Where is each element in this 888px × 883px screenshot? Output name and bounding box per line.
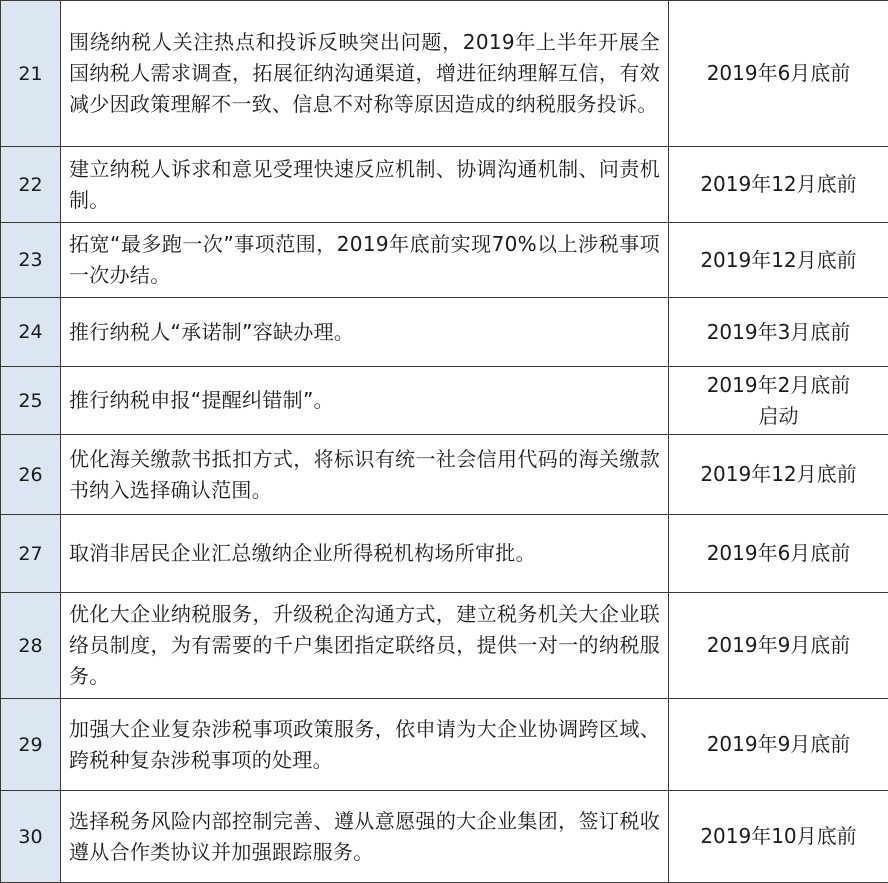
deadline-text: 2019年2月底前 启动 <box>707 370 851 432</box>
row-description: 围绕纳税人关注热点和投诉反映突出问题，2019年上半年开展全国纳税人需求调查，拓展征纳沟通渠道，增进征纳理解互信，有效减少因政策理解不一致、信息不对称等原因造成的纳税服务投诉。 <box>61 1 669 147</box>
table-row <box>1 435 888 515</box>
row-number: 28 <box>1 593 61 699</box>
deadline-text: 2019年3月底前 <box>707 317 851 348</box>
row-deadline <box>669 367 888 435</box>
table-row <box>1 791 888 883</box>
row-number: 24 <box>1 298 61 367</box>
row-number: 30 <box>1 791 61 883</box>
row-deadline <box>669 791 888 883</box>
table-row <box>1 593 888 699</box>
row-description: 取消非居民企业汇总缴纳企业所得税机构场所审批。 <box>61 515 669 593</box>
row-description: 推行纳税人“承诺制”容缺办理。 <box>61 298 669 367</box>
table-row <box>1 223 888 298</box>
row-number: 23 <box>1 223 61 298</box>
row-deadline <box>669 223 888 298</box>
row-description: 建立纳税人诉求和意见受理快速反应机制、协调沟通机制、问责机制。 <box>61 147 669 223</box>
deadline-text: 2019年12月底前 <box>700 245 856 276</box>
row-number: 21 <box>1 1 61 147</box>
row-deadline <box>669 147 888 223</box>
table-row <box>1 147 888 223</box>
row-deadline <box>669 699 888 791</box>
row-number: 22 <box>1 147 61 223</box>
deadline-text: 2019年9月底前 <box>707 729 851 760</box>
table-row <box>1 699 888 791</box>
row-description: 加强大企业复杂涉税事项政策服务，依申请为大企业协调跨区域、跨税种复杂涉税事项的处理。 <box>61 699 669 791</box>
deadline-text: 2019年10月底前 <box>700 821 856 852</box>
row-deadline <box>669 298 888 367</box>
row-description: 优化海关缴款书抵扣方式，将标识有统一社会信用代码的海关缴款书纳入选择确认范围。 <box>61 435 669 515</box>
row-deadline <box>669 515 888 593</box>
row-deadline <box>669 1 888 147</box>
table-row <box>1 298 888 367</box>
table-row <box>1 515 888 593</box>
row-number: 27 <box>1 515 61 593</box>
deadline-text: 2019年12月底前 <box>700 459 856 490</box>
row-number: 25 <box>1 367 61 435</box>
table-row <box>1 367 888 435</box>
row-description: 选择税务风险内部控制完善、遵从意愿强的大企业集团，签订税收遵从合作类协议并加强跟踪服务。 <box>61 791 669 883</box>
row-number: 26 <box>1 435 61 515</box>
row-description: 推行纳税申报“提醒纠错制”。 <box>61 367 669 435</box>
table-row <box>1 1 888 147</box>
row-description: 优化大企业纳税服务，升级税企沟通方式，建立税务机关大企业联络员制度，为有需要的千户集团指定联络员，提供一对一的纳税服务。 <box>61 593 669 699</box>
row-deadline <box>669 593 888 699</box>
row-description: 拓宽“最多跑一次”事项范围，2019年底前实现70%以上涉税事项一次办结。 <box>61 223 669 298</box>
row-deadline <box>669 435 888 515</box>
deadline-text: 2019年9月底前 <box>707 630 851 661</box>
row-number: 29 <box>1 699 61 791</box>
deadline-text: 2019年6月底前 <box>707 538 851 569</box>
deadline-text: 2019年12月底前 <box>700 169 856 200</box>
deadline-text: 2019年6月底前 <box>707 58 851 89</box>
